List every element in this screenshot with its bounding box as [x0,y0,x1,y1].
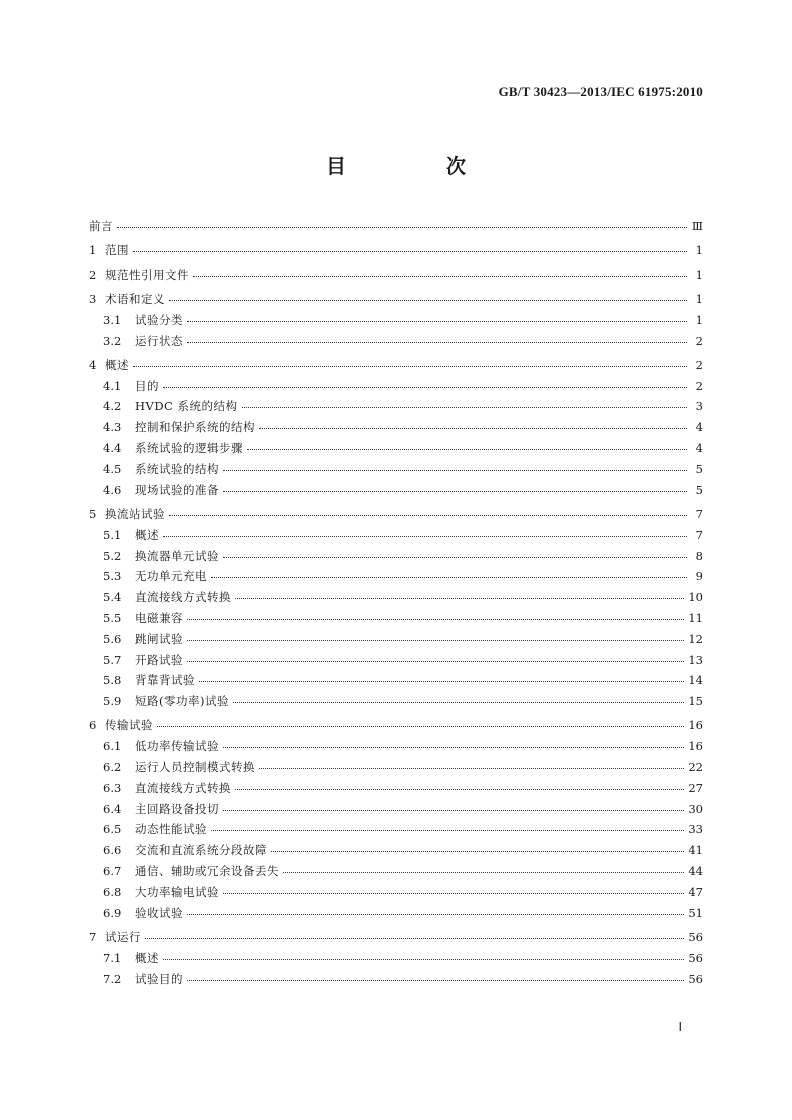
toc-entry-number: 5.1 [103,527,122,542]
toc-entry[interactable] [89,459,703,479]
toc-leader-dots [169,514,687,516]
toc-leader-dots [223,892,684,894]
toc-leader-dots [223,746,684,748]
toc-entry[interactable] [89,948,703,968]
toc-entry-label: 电磁兼容 [135,610,183,625]
toc-entry[interactable] [89,903,703,923]
toc-entry-page: 7 [695,527,703,542]
toc-leader-dots [163,535,687,537]
toc-leader-dots [223,556,687,558]
standard-code: GB/T 30423—2013/IEC 61975:2010 [498,84,703,99]
toc-entry-number: 3.2 [103,333,122,348]
toc-entry-label: 主回路设备投切 [135,801,219,816]
toc-entry-page: 8 [695,548,703,563]
toc-leader-dots [187,320,687,322]
toc-entry-page: 5 [695,461,703,476]
toc-entry[interactable] [89,396,703,416]
toc-leader-dots [283,871,684,873]
toc-leader-dots [242,406,687,408]
toc-entry-label: 传输试验 [105,718,153,733]
toc-entry-number: 5.5 [103,610,122,625]
toc-entry-page: 4 [695,420,703,435]
toc-entry-page: 27 [688,780,703,795]
toc-entry-label: 交流和直流系统分段故障 [135,843,267,858]
toc-entry-number: 5.7 [103,652,122,667]
toc-entry-number: 6.4 [103,801,122,816]
toc-leader-dots [235,788,684,790]
toc-entry[interactable] [89,882,703,902]
toc-entry[interactable] [89,650,703,670]
toc-entry-page: 16 [688,718,703,733]
toc-entry-number: 6.8 [103,884,122,899]
toc-entry-label: 运行状态 [135,333,183,348]
toc-leader-dots [233,701,684,703]
toc-entry-number: 5.4 [103,590,122,605]
toc-entry-label: 动态性能试验 [135,822,207,837]
toc-entry[interactable] [89,778,703,798]
toc-entry-label: 换流站试验 [105,506,165,521]
toc-entry-page: 41 [688,843,703,858]
toc-entry[interactable] [89,566,703,586]
toc-entry-number: 6 [89,718,97,733]
toc-leader-dots [271,850,684,852]
toc-entry-number: 6.9 [103,905,122,920]
toc-leader-dots [133,250,687,252]
toc-entry-label: 无功单元充电 [135,569,207,584]
toc-leader-dots [259,427,687,429]
toc-leader-dots [235,597,684,599]
toc-entry-number: 5.9 [103,694,122,709]
toc-entry-label: 低功率传输试验 [135,739,219,754]
toc-entry[interactable] [89,438,703,458]
toc-entry[interactable] [89,587,703,607]
toc-leader-dots [199,680,684,682]
toc-entry-label: 目的 [135,378,159,393]
toc-entry-number: 7.2 [103,971,122,986]
toc-entry-label: 大功率输电试验 [135,884,219,899]
toc-entry-number: 2 [89,267,97,282]
toc-leader-dots [145,937,684,939]
toc-entry[interactable] [89,927,703,947]
toc-leader-dots [211,576,687,578]
toc-entry[interactable] [89,417,703,437]
toc-entry-number: 6.1 [103,739,122,754]
toc-entry[interactable] [89,715,703,735]
toc-entry[interactable] [89,670,703,690]
toc-entry-page: 4 [695,441,703,455]
toc-entry-label: HVDC 系统的结构 [135,399,238,414]
toc-entry-page: 56 [688,971,703,986]
toc-entry[interactable] [89,969,703,989]
toc-entry[interactable] [89,691,703,711]
toc-entry-number: 5 [89,506,97,521]
toc-leader-dots [187,618,684,620]
toc-entry-label: 直流接线方式转换 [135,590,231,605]
toc-entry-number: 6.7 [103,864,122,878]
toc-leader-dots [223,469,687,471]
toc-leader-dots [187,913,684,915]
toc-entry-page: 14 [688,673,703,688]
toc-entry-page: 2 [695,333,703,348]
toc-entry-page: 1 [695,312,703,327]
toc-entry-page: 15 [688,694,703,709]
toc-entry-page: 30 [688,801,703,816]
toc-entry-page: 1 [695,243,703,258]
toc-entry[interactable] [89,504,703,524]
toc-entry-page: 22 [688,760,703,774]
toc-entry-page: 1 [695,267,703,282]
toc-entry-page: 9 [695,569,703,584]
toc-entry-number: 3.1 [103,312,122,327]
toc-entry-label: 开路试验 [135,652,183,667]
toc-leader-dots [247,448,687,450]
toc-leader-dots [223,490,687,492]
toc-entry-number: 4.1 [103,378,122,393]
toc-entry[interactable] [89,608,703,628]
toc-leader-dots [259,767,684,769]
toc-leader-dots [193,275,687,277]
toc-entry-number: 3 [89,291,97,306]
toc-leader-dots [157,725,684,727]
toc-entry-page: 5 [695,482,703,497]
toc-entry[interactable] [89,757,703,777]
toc-entry-page: 47 [688,884,703,899]
toc-entry-label: 直流接线方式转换 [135,780,231,795]
toc-entry-number: 6.6 [103,843,122,858]
toc-entry-number: 5.8 [103,673,122,688]
toc-entry-number: 7.1 [103,950,122,965]
toc-entry-page: 56 [688,950,703,965]
toc-entry-label: 前言 [89,219,113,233]
toc-entry-label: 控制和保护系统的结构 [135,420,255,435]
toc-entry-label: 现场试验的准备 [135,482,219,497]
toc-entry-page: 11 [688,610,703,625]
toc-entry-label: 系统试验的结构 [135,461,219,476]
toc-entry-number: 1 [89,243,97,258]
toc-entry-number: 4 [89,357,97,372]
page-number: Ⅰ [678,1020,682,1034]
toc-leader-dots [169,299,687,301]
page-title: 目 次 [326,154,506,178]
toc-entry-label: 概述 [135,950,159,965]
toc-entry-label: 系统试验的逻辑步骤 [135,441,243,455]
toc-entry-number: 6.5 [103,822,122,837]
toc-leader-dots [163,958,684,960]
toc-entry[interactable] [89,265,703,285]
toc-entry[interactable] [89,331,703,351]
toc-entry-page: 33 [688,822,703,837]
toc-entry[interactable] [89,355,703,375]
toc-entry[interactable] [89,629,703,649]
toc-entry-number: 5.3 [103,569,122,584]
toc-entry-number: 7 [89,929,97,944]
toc-entry-label: 概述 [135,527,159,542]
toc-entry[interactable] [89,736,703,756]
toc-entry-number: 4.6 [103,482,122,497]
toc-entry-page: 44 [688,864,703,878]
toc-entry[interactable] [89,376,703,396]
toc-entry-label: 术语和定义 [105,291,165,306]
toc-entry-label: 背靠背试验 [135,673,195,688]
toc-entry-page: 2 [695,357,703,372]
toc-entry-number: 4.4 [103,441,122,455]
toc-entry[interactable] [89,289,703,309]
toc-entry-page: 13 [688,652,703,667]
toc-leader-dots [211,829,684,831]
toc-entry[interactable] [89,840,703,860]
toc-entry-label: 概述 [105,357,129,372]
toc-entry-number: 4.3 [103,420,122,435]
toc-entry[interactable] [89,861,703,881]
toc-entry-label: 试验目的 [135,971,183,986]
toc-entry-page: 2 [695,378,703,393]
toc-entry-number: 4.2 [103,399,122,414]
toc-leader-dots [163,386,687,388]
toc-leader-dots [187,979,684,981]
toc-entry[interactable] [89,799,703,819]
toc-entry-page: 10 [688,590,703,605]
toc-entry-label: 短路(零功率)试验 [135,694,229,709]
toc-entry-label: 范围 [105,243,129,258]
toc-entry[interactable] [89,216,703,236]
toc-entry-number: 5.2 [103,548,122,563]
toc-entry-page: 1 [695,291,703,306]
toc-entry-number: 6.2 [103,760,122,774]
toc-leader-dots [187,341,687,343]
toc-entry-page: 7 [695,506,703,521]
toc-leader-dots [117,226,687,228]
toc-entry-page: Ⅲ [691,219,703,233]
toc-leader-dots [223,809,684,811]
toc-leader-dots [187,660,684,662]
toc-entry[interactable] [89,480,703,500]
toc-entry-page: 51 [688,905,703,920]
toc-entry-label: 跳闸试验 [135,631,183,646]
toc-entry-label: 验收试验 [135,905,183,920]
toc-entry[interactable] [89,240,703,260]
toc-entry-page: 16 [688,739,703,754]
toc-entry-label: 运行人员控制模式转换 [135,760,255,774]
toc-entry-number: 4.5 [103,461,122,476]
toc-entry[interactable] [89,546,703,566]
toc-entry-label: 试验分类 [135,312,183,327]
toc-entry-label: 换流器单元试验 [135,548,219,563]
toc-leader-dots [187,639,684,641]
toc-entry[interactable] [89,310,703,330]
toc-entry-number: 5.6 [103,631,122,646]
toc-entry[interactable] [89,819,703,839]
toc-entry-page: 56 [688,929,703,944]
toc-leader-dots [133,365,687,367]
toc-entry-page: 3 [695,399,703,414]
toc-entry-label: 通信、辅助或冗余设备丢失 [135,864,279,878]
toc-entry[interactable] [89,525,703,545]
toc-entry-page: 12 [688,631,703,646]
toc-entry-label: 规范性引用文件 [105,267,189,282]
toc-entry-number: 6.3 [103,780,122,795]
toc-entry-label: 试运行 [105,929,141,944]
